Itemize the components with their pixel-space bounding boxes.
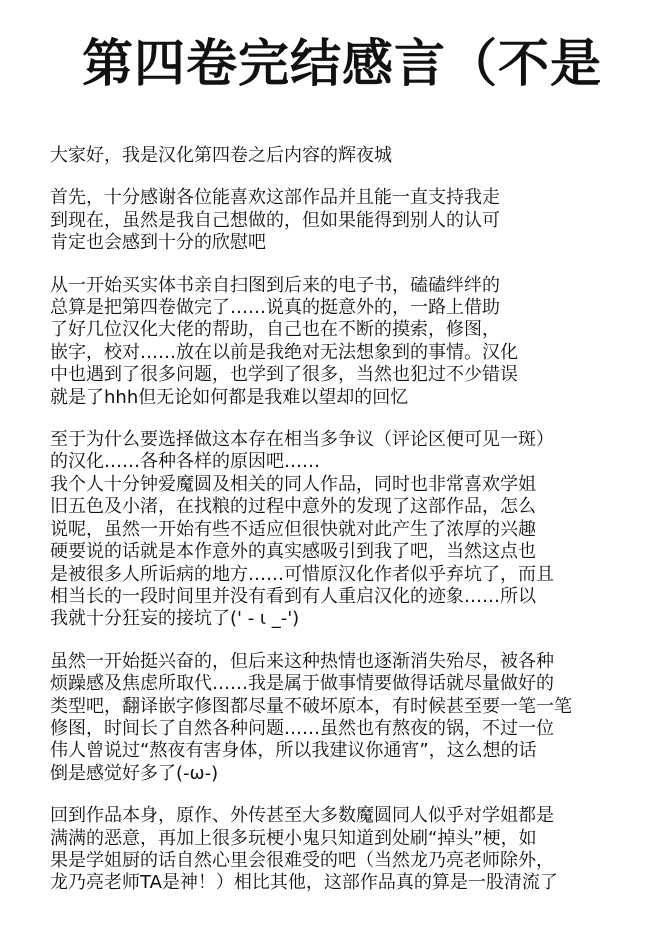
paragraph-greeting [50, 145, 655, 167]
text-line: 满满的恶意，再加上很多玩梗小鬼只知道到处刷“掉头”梗，如 [50, 827, 537, 849]
text-line: 的汉化……各种各样的原因吧…… [50, 451, 320, 473]
text-line: 是被很多人所诟病的地方……可惜原汉化作者似乎弃坑了，而且 [50, 563, 554, 585]
paragraph-work [50, 805, 655, 895]
text-line: 首先，十分感谢各位能喜欢这部作品并且能一直支持我走 [50, 187, 500, 209]
text-line: 大家好，我是汉化第四卷之后内容的辉夜城 [50, 145, 392, 166]
text-line: 嵌字，校对……放在以前是我绝对无法想象到的事情。汉化 [50, 341, 518, 363]
paragraph-process [50, 275, 655, 409]
text-line: 伟人曾说过“熬夜有害身体，所以我建议你通宵”，这么想的话 [50, 740, 537, 762]
text-line: 硬要说的话就是本作意外的真实感吸引到我了吧，当然这点也 [50, 541, 536, 563]
text-line: 龙乃亮老师TA是神！）相比其他，这部作品真的算是一股清流了 [50, 872, 558, 894]
text-line: 就是了hhh但无论如何都是我难以望却的回忆 [50, 386, 409, 408]
afterword-body [50, 145, 655, 915]
text-line: 我就十分狂妄的接坑了(' - ι _-') [50, 608, 300, 630]
text-line: 至于为什么要选择做这本存在相当多争议（评论区便可见一斑） [50, 429, 554, 451]
paragraph-reasons [50, 429, 655, 631]
text-line: 倒是感觉好多了(-ω-) [50, 762, 219, 784]
text-line: 烦躁感及焦虑所取代……我是属于做事情要做得话就尽量做好的 [50, 673, 554, 695]
paragraph-thanks [50, 187, 655, 254]
text-line: 修图，时间长了自然各种问题……虽然也有熬夜的锅，不过一位 [50, 717, 554, 739]
text-line: 虽然一开始挺兴奋的，但后来这种热情也逐渐消失殆尽，被各种 [50, 650, 554, 672]
text-line: 旧五色及小渚，在找粮的过程中意外的发现了这部作品，怎么 [50, 496, 536, 518]
text-line: 从一开始买实体书亲自扫图到后来的电子书，磕磕绊绊的 [50, 274, 500, 296]
text-line: 了好几位汉化大佬的帮助，自己也在不断的摸索，修图， [50, 319, 500, 341]
text-line: 中也遇到了很多问题，也学到了很多，当然也犯过不少错误 [50, 364, 518, 386]
text-line: 我个人十分钟爱魔圆及相关的同人作品，同时也非常喜欢学姐 [50, 473, 536, 495]
text-line: 相当长的一段时间里并没有看到有人重启汉化的迹象……所以 [50, 585, 536, 607]
text-line: 总算是把第四卷做完了……说真的挺意外的，一路上借助 [50, 297, 500, 319]
text-line: 回到作品本身，原作、外传甚至大多数魔圆同人似乎对学姐都是 [50, 805, 554, 827]
text-line: 类型吧，翻译嵌字修图都尽量不破坏原本，有时候甚至要一笔一笔 [50, 695, 572, 717]
text-line: 肯定也会感到十分的欣慰吧 [50, 232, 266, 254]
text-line: 果是学姐厨的话自然心里会很难受的吧（当然龙乃亮老师除外， [50, 849, 554, 871]
page-title: 第四卷完结感言（不是 [82, 35, 603, 94]
paragraph-struggles [50, 651, 655, 785]
text-line: 到现在，虽然是我自己想做的，但如果能得到别人的认可 [50, 209, 500, 231]
text-line: 说呢，虽然一开始有些不适应但很快就对此产生了浓厚的兴趣 [50, 518, 536, 540]
